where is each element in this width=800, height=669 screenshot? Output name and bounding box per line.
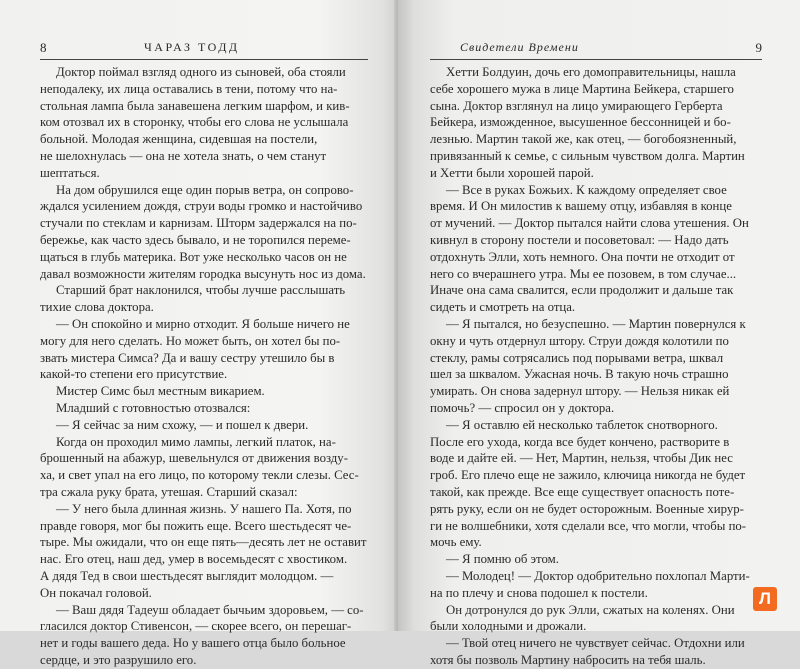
text-line: окну и чуть отдернул штору. Струи дождя колотили по xyxy=(430,333,729,348)
text-line: ги не волшебники, хотя сделали все, что могли, чтобы по- xyxy=(430,518,747,533)
text-line: Мистер Симс был местным викарием. xyxy=(56,384,265,399)
text-line: Старший брат наклонился, чтобы лучше расслышать xyxy=(56,283,346,298)
text-line: Он дотронулся до рук Элли, сжатых на коленях. Они xyxy=(446,602,735,617)
text-line: ха, и свет упал на его лицо, по которому текли слезы. Сес- xyxy=(40,468,359,483)
text-line: — У него была длинная жизнь. У нашего Па. Хотя, по xyxy=(56,501,352,516)
text-line: — Я помню об этом. xyxy=(446,552,559,567)
publisher-logo-glyph: Л xyxy=(759,589,771,608)
left-header-rule xyxy=(40,59,368,60)
text-line: неподалеку, их лица оставались в тени, потому что на- xyxy=(40,81,338,96)
text-line: После его ухода, когда все будет кончено, растворите в xyxy=(430,434,730,449)
text-line: — Твой отец ничего не чувствует сейчас. Отдохни или xyxy=(446,636,745,651)
text-line: помочь? — спросил он у доктора. xyxy=(430,400,615,415)
text-line: тра сжала руку брата, утешая. Старший сказал: xyxy=(40,484,298,499)
text-line: шел за шквалом. Ужасная ночь. В такую ночь страшно xyxy=(430,367,729,382)
text-line: больной. Молодая женщина, сидевшая на постели, xyxy=(40,132,318,147)
text-line: давал возможности жителям городка высунуть нос из дома. xyxy=(40,266,366,281)
text-line: на по плечу и снова подошел к постели. xyxy=(430,585,648,600)
text-line: от мучений. — Доктор пытался найти слова утешения. Он xyxy=(430,216,749,231)
text-line: привязанный к семье, с сильным чувством долга. Мартин xyxy=(430,148,745,163)
text-line: стеклу, рамы сотрясались под порывами ветра, шквал xyxy=(430,350,724,365)
text-line: нет и годы вашего деда. Но у вашего отца было больное xyxy=(40,636,346,651)
text-line: правде говоря, мог бы пожить еще. Всего шестьдесят че- xyxy=(40,518,352,533)
text-line: Младший с готовностью отозвался: xyxy=(56,400,251,415)
text-line: него со вчерашнего утра. Мы ее позовем, в том случае... xyxy=(430,266,737,281)
text-line: воде и дайте ей. — Нет, Мартин, нельзя, чтобы Дик нес xyxy=(430,451,733,466)
left-page-header xyxy=(40,40,368,58)
text-line: мочь ему. xyxy=(430,535,482,550)
text-line: отдохнуть Элли, хоть немного. Она почти не отходит от xyxy=(430,249,735,264)
text-line: Иначе она сама свалится, если продолжит и дальше так xyxy=(430,283,734,298)
text-line: умирать. Он снова задернул штору. — Нельзя никак ей xyxy=(430,384,730,399)
text-line: были холодными и дрожали. xyxy=(430,619,587,634)
right-page-header xyxy=(430,40,762,58)
text-line: хотя бы позволь Мартину набросить на тебя шаль. xyxy=(430,652,706,667)
text-line: сидеть и смотреть на отца. xyxy=(430,300,576,315)
right-page xyxy=(398,0,800,667)
text-line: ком отозвал их в сторонку, чтобы его слова не услышала xyxy=(40,115,349,130)
text-line: не шелохнулась — она не хотела знать, о чем станут xyxy=(40,148,327,163)
text-line: Хетти Болдуин, дочь его домоправительницы, нашла xyxy=(446,65,736,79)
text-line: звать мистера Симса? Да и вашу сестру утешило бы в xyxy=(40,350,335,365)
text-line: лезнью. Мартин такой же, как отец, — богобоязненный, xyxy=(430,132,737,147)
text-line: гроб. Его плечо еще не зажило, ключица никогда не будет xyxy=(430,468,746,483)
text-line: какой-то степени его присутствие. xyxy=(40,367,228,382)
text-line: Доктор поймал взгляд одного из сыновей, оба стояли xyxy=(56,65,346,79)
text-line: — Я сейчас за ним схожу, — и пошел к двери. xyxy=(56,417,309,432)
text-line: На дом обрушился еще один порыв ветра, он сопрово- xyxy=(56,182,354,197)
text-line: — Все в руках Божьих. К каждому определяет свое xyxy=(446,182,727,197)
text-line: стучали по стеклам и карнизам. Шторм задержался на по- xyxy=(40,216,357,231)
text-line: сына. Доктор взглянул на лицо умирающего Герберта xyxy=(430,98,723,113)
text-line: брошенный на абажур, шевельнулся от движения возду- xyxy=(40,451,348,466)
text-line: бережье, как часто здесь бывало, и не торопился переме- xyxy=(40,232,351,247)
text-line: щаться в глубь материка. Вот уже несколько часов он не xyxy=(40,249,347,264)
text-line: тихие слова доктора. xyxy=(40,300,154,315)
text-line: — Я пытался, но безуспешно. — Мартин повернулся к xyxy=(446,316,746,331)
text-line: — Молодец! — Доктор одобрительно похлопал Марти- xyxy=(446,568,750,583)
left-page-body xyxy=(40,64,372,669)
text-line: и Хетти были хорошей парой. xyxy=(430,165,594,180)
right-header-rule xyxy=(430,59,762,60)
left-page xyxy=(0,0,398,667)
text-line: Когда он проходил мимо лампы, легкий платок, на- xyxy=(56,434,336,449)
right-running-title: Свидетели Времени xyxy=(460,40,579,54)
text-line: А дядя Тед в свои шестьдесят выглядит молодцом. — xyxy=(40,568,334,583)
text-line: нас. Его отец, наш дед, умер в восемьдесят с хвостиком. xyxy=(40,552,348,567)
text-line: Бейкера, изможденное, высушенное бессонницей и бо- xyxy=(430,115,731,130)
text-line: Он покачал головой. xyxy=(40,585,152,600)
text-line: ждался усилением дождя, струи воды громко и настойчиво xyxy=(40,199,363,214)
text-line: гласился доктор Стивенсон, — скорее всего, он перешаг- xyxy=(40,619,352,634)
left-page-number: 8 xyxy=(40,40,47,55)
text-line: могу для него сделать. Но может быть, он хотел бы по- xyxy=(40,333,341,348)
text-line: тыре. Мы ожидали, что он еще пять—десять лет не оставит xyxy=(40,535,367,550)
text-line: кивнул в сторону постели и посоветовал: — Надо дать xyxy=(430,232,729,247)
text-line: стольная лампа была занавешена легким шарфом, и кив- xyxy=(40,98,350,113)
text-line: шептаться. xyxy=(40,165,100,180)
text-line: такой, как прежде. Все еще существует опасность поте- xyxy=(430,484,735,499)
text-line: рять руку, если он не будет осторожным. Военные хирур- xyxy=(430,501,744,516)
right-page-number: 9 xyxy=(755,40,762,55)
text-line: — Он спокойно и мирно отходит. Я больше ничего не xyxy=(56,316,350,331)
right-page-body xyxy=(430,64,768,669)
text-line: — Ваш дядя Тадеуш обладает бычьим здоровьем, — со- xyxy=(56,602,364,617)
publisher-logo-badge xyxy=(753,587,777,611)
left-running-title: ЧАРАЗ ТОДД xyxy=(144,40,240,54)
text-line: сердце, и это разрушило его. xyxy=(40,652,197,667)
text-line: время. И Он милостив к вашему отцу, избавляя в конце xyxy=(430,199,732,214)
text-line: себе хорошего мужа в лице Мартина Бейкера, старшего xyxy=(430,81,734,96)
text-line: — Я оставлю ей несколько таблеток снотворного. xyxy=(446,417,718,432)
